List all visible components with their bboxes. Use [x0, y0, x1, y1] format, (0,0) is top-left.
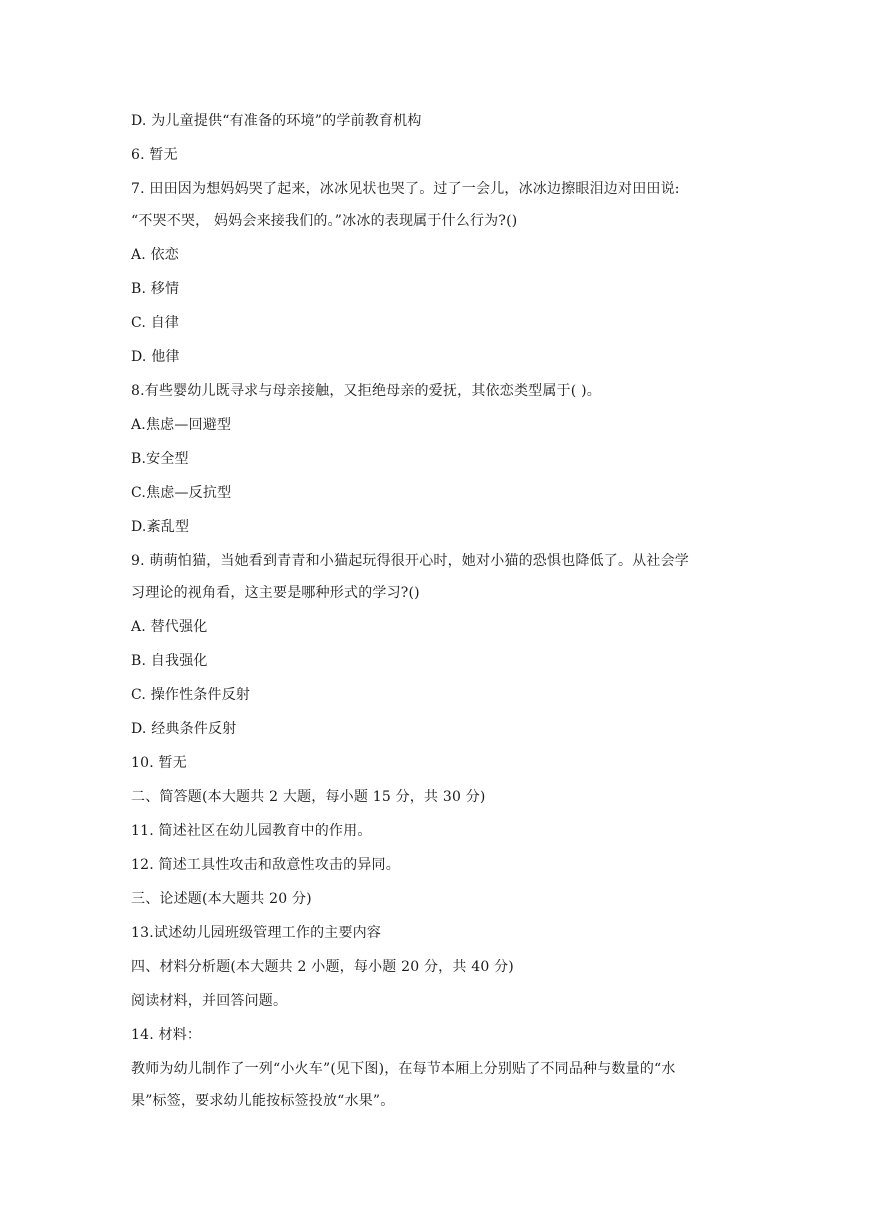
- option-b-q8: B.安全型: [131, 451, 189, 467]
- option-d-q9: D. 经典条件反射: [131, 721, 237, 737]
- question-11: 11. 简述社区在幼儿园教育中的作用。: [131, 823, 372, 839]
- question-7-line-1: 7. 田田因为想妈妈哭了起来，冰冰见状也哭了。过了一会儿，冰冰边擦眼泪边对田田说:: [131, 181, 680, 197]
- question-13: 13.试述幼儿园班级管理工作的主要内容: [131, 925, 382, 941]
- question-7-line-2: “不哭不哭， 妈妈会来接我们的。”冰冰的表现属于什么行为?(): [131, 213, 518, 229]
- material-paragraph-line-1: 教师为幼儿制作了一列“小火车”(见下图)，在每节本厢上分别贴了不同品种与数量的“水: [131, 1061, 676, 1077]
- option-c-q9: C. 操作性条件反射: [131, 687, 251, 703]
- document-body: [131, 111, 751, 1125]
- option-c-q7: C. 自律: [131, 315, 180, 331]
- option-b-q7: B. 移情: [131, 281, 180, 297]
- section-essay-heading: 三、论述题(本大题共 20 分): [131, 891, 312, 907]
- section-material-analysis-heading: 四、材料分析题(本大题共 2 小题，每小题 20 分，共 40 分): [131, 959, 514, 975]
- option-d-q8: D.紊乱型: [131, 519, 190, 535]
- reading-instruction: 阅读材料，并回答问题。: [131, 993, 288, 1009]
- question-9-line-2: 习理论的视角看，这主要是哪种形式的学习?(): [131, 585, 420, 601]
- section-short-answer-heading: 二、简答题(本大题共 2 大题，每小题 15 分，共 30 分): [131, 789, 486, 805]
- option-d-q7: D. 他律: [131, 349, 180, 365]
- question-6: 6. 暂无: [131, 147, 178, 163]
- material-paragraph-line-2: 果”标签，要求幼儿能按标签投放“水果”。: [131, 1093, 395, 1109]
- option-a-q9: A. 替代强化: [131, 619, 208, 635]
- question-8: 8.有些婴幼儿既寻求与母亲接触，又拒绝母亲的爱抚，其依恋类型属于( )。: [131, 383, 601, 399]
- option-c-q8: C.焦虑—反抗型: [131, 485, 232, 501]
- question-9-line-1: 9. 萌萌怕猫，当她看到青青和小猫起玩得很开心时，她对小猫的恐惧也降低了。从社会学: [131, 553, 690, 569]
- option-a-q7: A. 依恋: [131, 247, 180, 263]
- question-12: 12. 简述工具性攻击和敌意性攻击的异同。: [131, 857, 400, 873]
- option-a-q8: A.焦虑—回避型: [131, 417, 232, 433]
- question-14-label: 14. 材料：: [131, 1027, 202, 1043]
- question-10: 10. 暂无: [131, 755, 187, 771]
- option-b-q9: B. 自我强化: [131, 653, 208, 669]
- option-d-q5: D. 为儿童提供“有准备的环境”的学前教育机构: [131, 113, 422, 129]
